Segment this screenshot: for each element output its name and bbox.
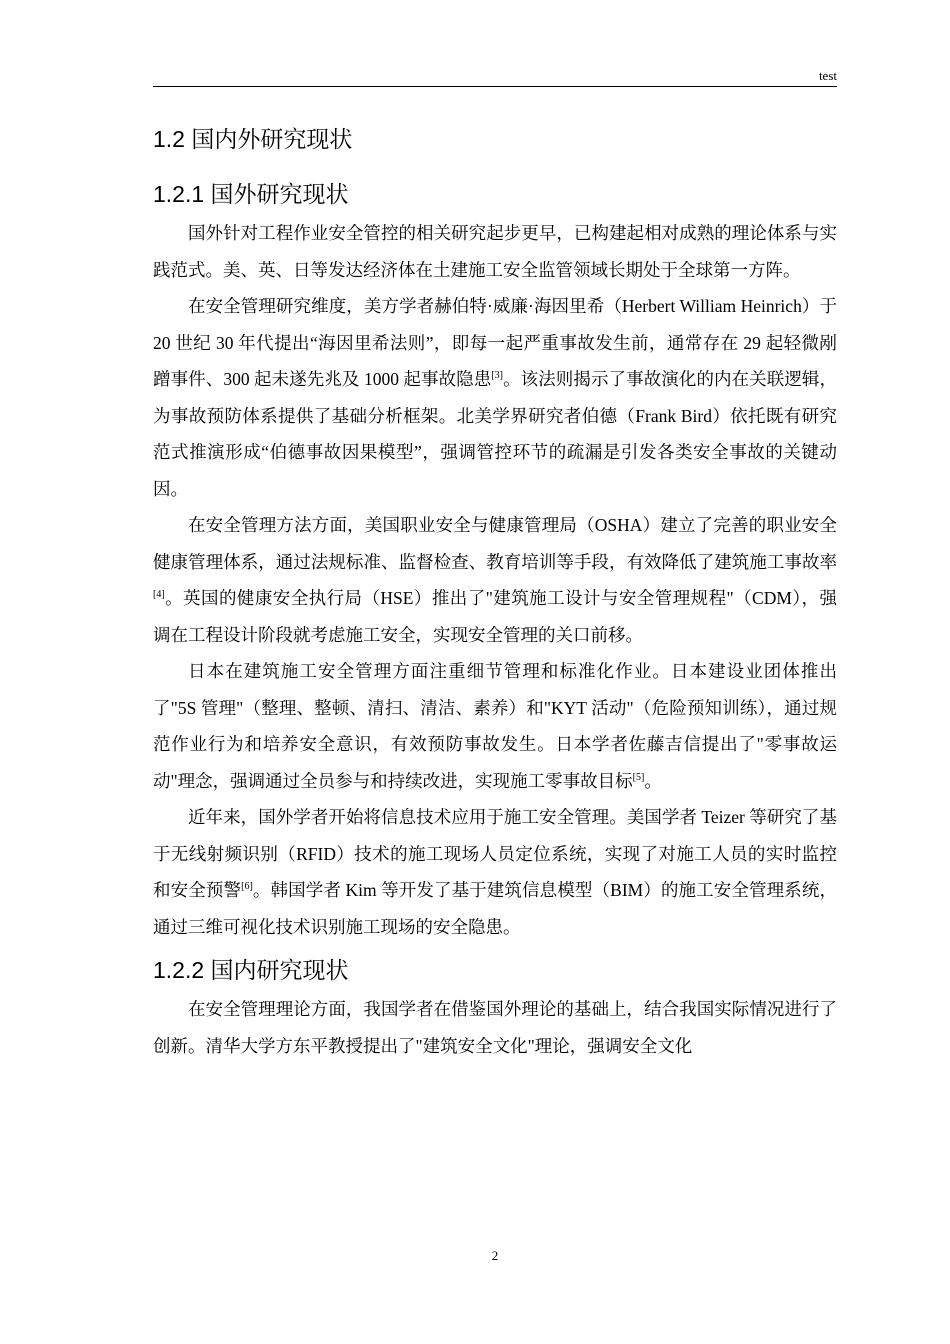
citation-5: [5] (632, 771, 645, 783)
citation-4: [4] (153, 589, 165, 600)
paragraph-heinrich (153, 288, 837, 507)
section-heading: 1.2 国内外研究现状 (153, 126, 353, 152)
paragraph-domestic-theory: 在安全管理理论方面，我国学者在借鉴国外理论的基础上，结合我国实际情况进行了创新。清华大学方东平教授提出了"建筑安全文化"理论，强调安全文化 (153, 999, 837, 1056)
paragraph-foreign-overview: 国外针对工程作业安全管控的相关研究起步更早，已构建起相对成熟的理论体系与实践范式。美、英、日等发达经济体在土建施工安全监管领域长期处于全球第一方阵。 (153, 223, 837, 280)
paragraph-it-applications (153, 799, 837, 945)
paragraph-text: 。韩国学者 Kim 等开发了基于建筑信息模型（BIM）的施工安全管理系统，通过三维可视化技术识别施工现场的安全隐患。 (153, 880, 838, 937)
paragraph-text: 在安全管理研究维度，美方学者赫伯特·威廉·海因里希（Herbert William Heinrich）于 20 世纪 30 年代提出“海因里希法则”，即每一起严重事故发生前，通常存在 29 起轻微剐蹭事件、300 起未遂先兆及 1000 起事故隐患 (153, 296, 837, 389)
paragraph-japan (153, 653, 837, 799)
citation-6: [6] (241, 881, 253, 892)
running-header: test (818, 68, 837, 83)
paragraph-text: 在安全管理方法方面，美国职业安全与健康管理局（OSHA）建立了完善的职业安全健康管理体系，通过法规标准、监督检查、教育培训等手段，有效降低了建筑施工事故率 (153, 515, 837, 572)
citation-3: [3] (491, 370, 503, 381)
header-rule (153, 86, 837, 87)
subsection-heading-foreign: 1.2.1 国外研究现状 (153, 181, 349, 207)
paragraph-text: 。英国的健康安全执行局（HSE）推出了"建筑施工设计与安全管理规程"（CDM），强调在工程设计阶段就考虑施工安全，实现安全管理的关口前移。 (153, 588, 837, 645)
paragraph-osha-hse (153, 507, 837, 653)
page-number: 2 (491, 1248, 499, 1263)
page-body (153, 118, 837, 1064)
paragraph-text: 。该法则揭示了事故演化的内在关联逻辑，为事故预防体系提供了基础分析框架。北美学界研究者伯德（Frank Bird）依托既有研究范式推演形成“伯德事故因果模型”，强调管控环节的疏漏是引发各类安全事故的关键动因。 (153, 369, 837, 499)
paragraph-text: 日本在建筑施工安全管理方面注重细节管理和标准化作业。日本建设业团体推出了"5S 管理"（整理、整顿、清扫、清洁、素养）和"KYT 活动"（危险预知训练），通过规范作业行为和培养安全意识，有效预防事故发生。日本学者佐藤吉信提出了"零事故运动"理念，强调通过全员参与和持续改进，实现施工零事故目标 (153, 661, 837, 791)
subsection-heading-domestic: 1.2.2 国内研究现状 (153, 957, 349, 983)
paragraph-text: 近年来，国外学者开始将信息技术应用于施工安全管理。美国学者 Teizer 等研究了基于无线射频识别（RFID）技术的施工现场人员定位系统，实现了对施工人员的实时监控和安全预警 (153, 807, 837, 900)
paragraph-text: 。 (644, 770, 662, 791)
